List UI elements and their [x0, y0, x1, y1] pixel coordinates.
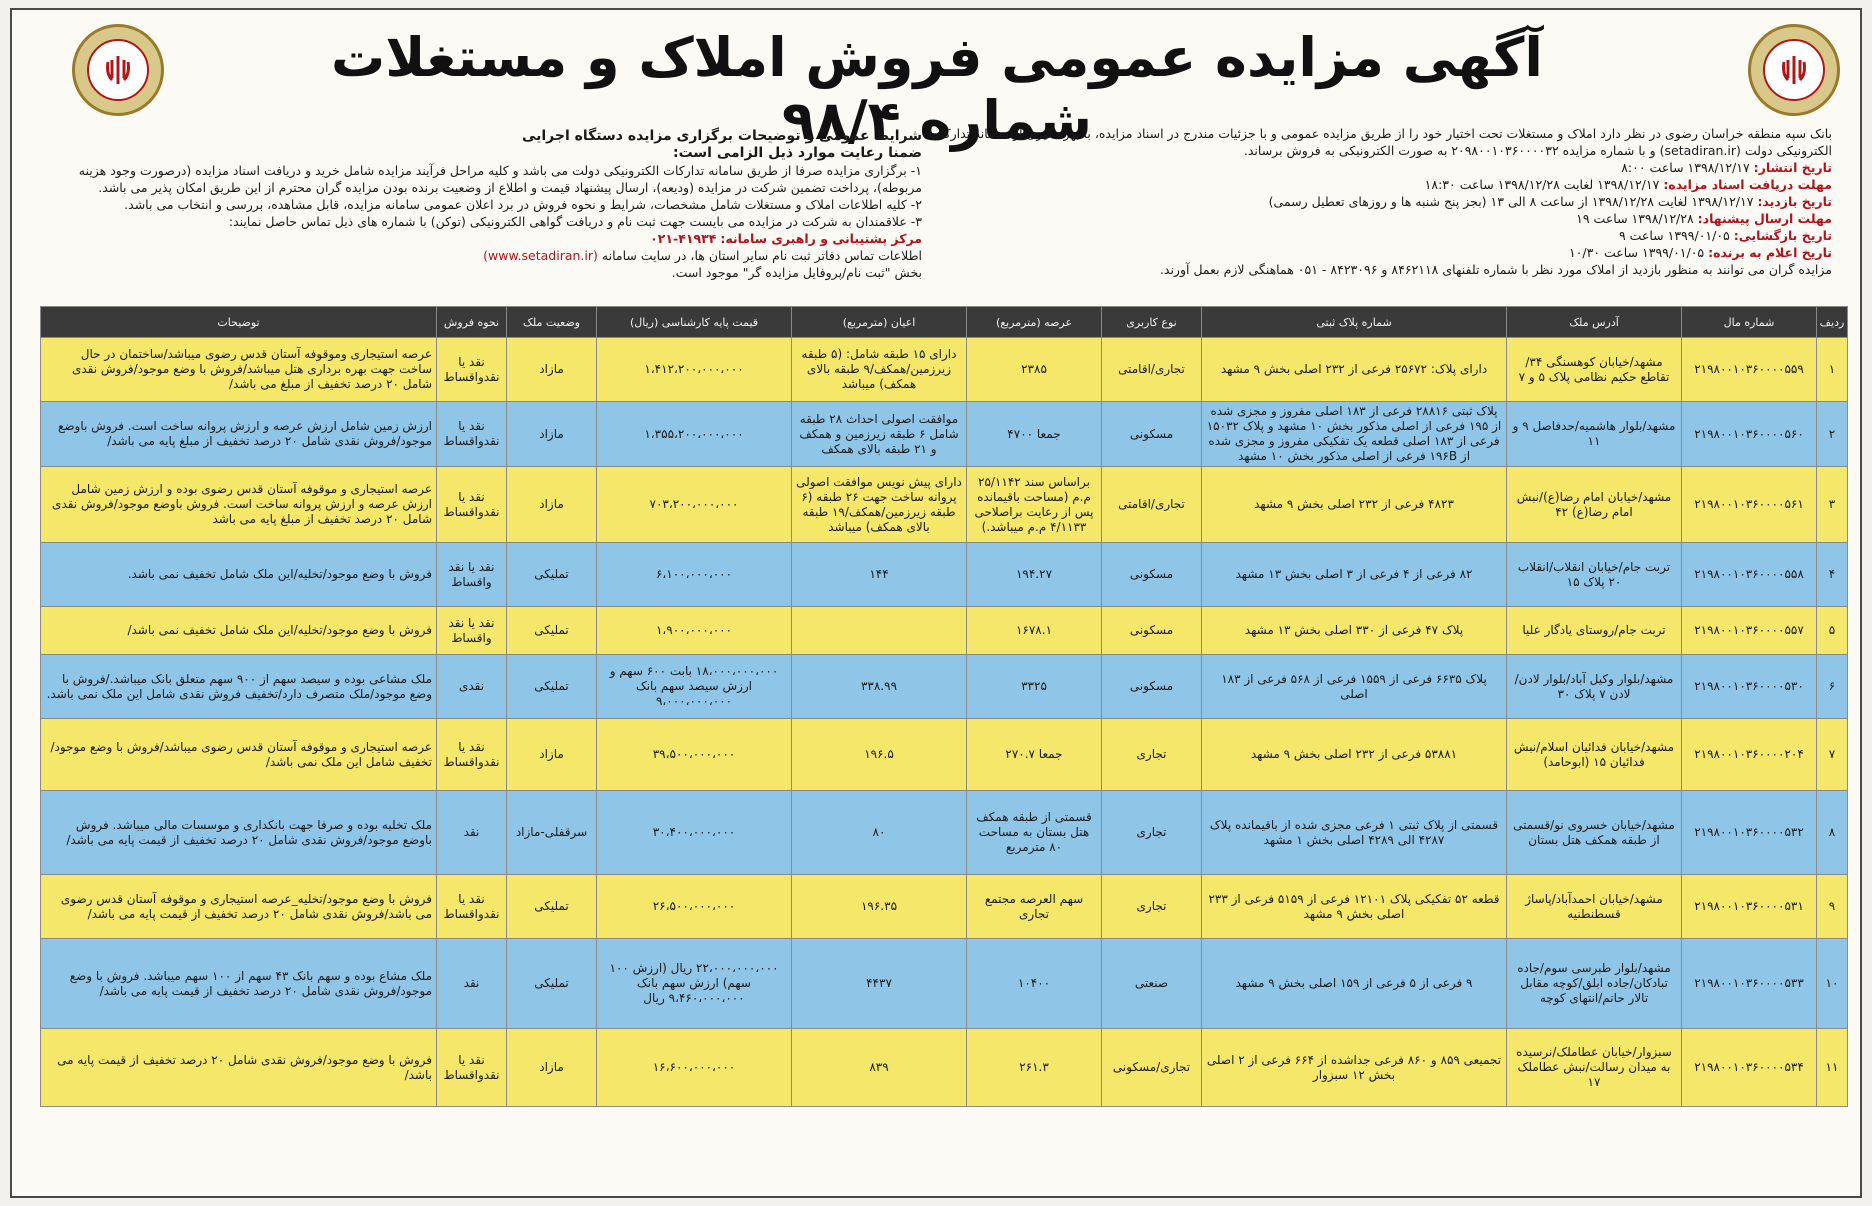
table-cell: نقد: [437, 791, 507, 875]
table-row: [41, 607, 1848, 655]
table-cell: صنعتی: [1102, 939, 1202, 1029]
table-cell: ۷: [1817, 719, 1848, 791]
table-row: [41, 338, 1848, 402]
table-cell: جمعا ۲۷۰.۷: [967, 719, 1102, 791]
table-cell: ۸۰: [792, 791, 967, 875]
table-cell: مشهد/خیابان احمدآباد/پاساژ قسطنطنیه: [1507, 875, 1682, 939]
table-cell: ۱،۹۰۰،۰۰۰،۰۰۰: [597, 607, 792, 655]
col-header: قیمت پایه کارشناسی (ریال): [597, 307, 792, 338]
table-cell: جمعا ۴۷۰۰: [967, 402, 1102, 467]
table-cell: دارای پلاک: ۲۵۶۷۲ فرعی از ۲۳۲ اصلی بخش ۹ مشهد: [1202, 338, 1507, 402]
table-cell: عرصه استیجاری و موقوفه آستان قدس رضوی میباشد/فروش با وضع موجود/تخفیف شامل این ملک نمی باشد/: [41, 719, 437, 791]
table-cell: تجاری/اقامتی: [1102, 467, 1202, 543]
table-cell: نقد: [437, 939, 507, 1029]
table-cell: ۸۲ فرعی از ۴ فرعی از ۳ اصلی بخش ۱۳ مشهد: [1202, 543, 1507, 607]
table-cell: دارای پیش نویس موافقت اصولی پروانه ساخت جهت ۲۶ طبقه (۶ طبقه زیرزمین/همکف/۱۹ طبقه بالای همکف) میباشد: [792, 467, 967, 543]
table-cell: مازاد: [507, 719, 597, 791]
table-cell: قطعه ۵۲ تفکیکی پلاک ۱۲۱۰۱ فرعی از ۵۱۵۹ فرعی از ۲۳۳ اصلی بخش ۹ مشهد: [1202, 875, 1507, 939]
intro-section: [892, 125, 1832, 278]
table-row: [41, 655, 1848, 719]
table-cell: ۱۰۴۰۰: [967, 939, 1102, 1029]
table-row: [41, 543, 1848, 607]
table-cell: ۷۰۳،۲۰۰،۰۰۰،۰۰۰: [597, 467, 792, 543]
table-cell: ۱۸،۰۰۰،۰۰۰،۰۰۰ بابت ۶۰۰ سهم و ارزش سیصد سهم بانک ۹،۰۰۰،۰۰۰،۰۰۰: [597, 655, 792, 719]
table-cell: فروش با وضع موجود/فروش نقدی شامل ۲۰ درصد تخفیف از قیمت پایه می باشد/: [41, 1029, 437, 1107]
table-cell: نقد یا نقد واقساط: [437, 607, 507, 655]
table-cell: ۱۹۴.۲۷: [967, 543, 1102, 607]
table-cell: ملک مشاعی بوده و سیصد سهم از ۹۰۰ سهم متعلق بانک میباشد./فروش با وضع موجود/ملک متصرف دارد/تخفیف فروش نقدی شامل این ملک نمی باشد.: [41, 655, 437, 719]
table-row: [41, 719, 1848, 791]
table-cell: ۲۱۹۸۰۰۱۰۳۶۰۰۰۰۵۳۰: [1682, 655, 1817, 719]
intro-body: بانک سپه منطقه خراسان رضوی در نظر دارد املاک و مستغلات تحت اختیار خود را از طریق مزایده عمومی و با جزئیات مندرج در اسناد مزایده، با بهره گیری از سامانه تدارکات الکترونیکی دولت (setadiran.ir) و با شماره مزایده ۲۰۹۸۰۰۱۰۳۶۰۰۰۰۳۲ به صورت الکترونیکی به فروش برساند.: [929, 126, 1832, 158]
col-header: اعیان (مترمربع): [792, 307, 967, 338]
condition-item: ۳- علاقمندان به شرکت در مزایده می بایست جهت ثبت نام و دریافت گواهی الکترونیکی (توکن) با شماره های ذیل تماس حاصل نمایند:: [228, 214, 922, 229]
table-cell: نقد یا نقد واقساط: [437, 543, 507, 607]
col-header: توضیحات: [41, 307, 437, 338]
table-cell: تجمیعی ۸۵۹ و ۸۶۰ فرعی جداشده از ۶۶۴ فرعی از ۲ اصلی بخش ۱۲ سبزوار: [1202, 1029, 1507, 1107]
table-cell: ۲۱۹۸۰۰۱۰۳۶۰۰۰۰۵۵۹: [1682, 338, 1817, 402]
auction-table: [40, 306, 1848, 1107]
table-cell: ۲۶،۵۰۰،۰۰۰،۰۰۰: [597, 875, 792, 939]
page-title: آگهی مزایده عمومی فروش املاک و مستغلات شماره ۹۸/۴: [331, 26, 1543, 152]
col-header: وضعیت ملک: [507, 307, 597, 338]
table-cell: ۶،۱۰۰،۰۰۰،۰۰۰: [597, 543, 792, 607]
table-cell: مسکونی: [1102, 607, 1202, 655]
table-cell: ارزش زمین شامل ارزش عرصه و ارزش پروانه ساخت است. فروش باوضع موجود/فروش نقدی شامل ۲۰ درصد تخفیف از مبلغ پایه می باشد/: [41, 402, 437, 467]
bank-sepah-logo: [1748, 24, 1840, 116]
table-cell: تجاری/اقامتی: [1102, 338, 1202, 402]
table-cell: فروش با وضع موجود/تخلیه/این ملک شامل تخفیف نمی باشد.: [41, 543, 437, 607]
table-cell: مازاد: [507, 467, 597, 543]
conditions-subheading: ضمنا رعایت موارد ذیل الزامی است:: [672, 145, 922, 161]
table-cell: تملیکی: [507, 655, 597, 719]
table-row: [41, 791, 1848, 875]
table-cell: ۵۳۸۸۱ فرعی از ۲۳۲ اصلی بخش ۹ مشهد: [1202, 719, 1507, 791]
conditions-section: [52, 128, 922, 281]
table-cell: ۲۶۱.۳: [967, 1029, 1102, 1107]
table-cell: سرقفلی-مازاد: [507, 791, 597, 875]
table-cell: مازاد: [507, 338, 597, 402]
date-line: تاریخ بازدید: ۱۳۹۸/۱۲/۱۷ لغایت ۱۳۹۸/۱۲/۲۸ از ساعت ۸ الی ۱۳ (بجز پنج شنبه ها و روزهای تعطیل رسمی): [1268, 194, 1832, 209]
table-cell: تربت جام/روستای یادگار علیا: [1507, 607, 1682, 655]
table-cell: ۳۰،۴۰۰،۰۰۰،۰۰۰: [597, 791, 792, 875]
table-cell: مازاد: [507, 1029, 597, 1107]
col-header: شماره پلاک ثبتی: [1202, 307, 1507, 338]
table-cell: موافقت اصولی احداث ۲۸ طبقه شامل ۶ طبقه زیرزمین و همکف و ۲۱ طبقه بالای همکف: [792, 402, 967, 467]
table-cell: پلاک ۶۶۳۵ فرعی از ۱۵۵۹ فرعی از ۵۶۸ فرعی از ۱۸۳ اصلی: [1202, 655, 1507, 719]
table-cell: ۱۹۶.۵: [792, 719, 967, 791]
table-cell: ۳۳۸.۹۹: [792, 655, 967, 719]
table-cell: عرصه استیجاری وموقوفه آستان قدس رضوی میباشد/ساختمان در حال ساخت جهت بهره برداری هتل میباشد/فروش با وضع موجود/فروش نقدی شامل ۲۰ درصد تخفیف از مبلغ می باشد/: [41, 338, 437, 402]
table-cell: مشهد/خیابان امام رضا(ع)/نبش امام رضا(ع) ۴۲: [1507, 467, 1682, 543]
table-cell: قسمتی از پلاک ثبتی ۱ فرعی مجزی شده از باقیمانده پلاک ۴۲۸۷ الی ۴۲۸۹ اصلی بخش ۱ مشهد: [1202, 791, 1507, 875]
table-cell: پلاک ۴۷ فرعی از ۳۳۰ اصلی بخش ۱۳ مشهد: [1202, 607, 1507, 655]
table-cell: ۳۹،۵۰۰،۰۰۰،۰۰۰: [597, 719, 792, 791]
table-row: [41, 467, 1848, 543]
date-line: تاریخ بازگشایی: ۱۳۹۹/۰۱/۰۵ ساعت ۹: [1618, 228, 1832, 243]
table-cell: ۱۱: [1817, 1029, 1848, 1107]
table-row: [41, 1029, 1848, 1107]
col-header: نحوه فروش: [437, 307, 507, 338]
table-cell: [792, 607, 967, 655]
table-cell: سهم العرصه مجتمع تجاری: [967, 875, 1102, 939]
table-cell: مسکونی: [1102, 402, 1202, 467]
table-cell: ملک مشاع بوده و سهم بانک ۴۳ سهم از ۱۰۰ سهم میباشد. فروش با وضع موجود/فروش نقدی شامل ۲۰ درصد تخفیف از قیمت پایه می باشد/: [41, 939, 437, 1029]
table-cell: ۹ فرعی از ۵ فرعی از ۱۵۹ اصلی بخش ۹ مشهد: [1202, 939, 1507, 1029]
table-cell: ۲۲،۰۰۰،۰۰۰،۰۰۰ ریال (ارزش ۱۰۰ سهم) ارزش سهم بانک ۹،۴۶۰،۰۰۰،۰۰۰ ریال: [597, 939, 792, 1029]
date-line: تاریخ اعلام به برنده: ۱۳۹۹/۰۱/۰۵ ساعت ۱۰/۳۰: [1568, 245, 1832, 260]
table-cell: مسکونی: [1102, 543, 1202, 607]
table-row: [41, 875, 1848, 939]
table-cell: ۶: [1817, 655, 1848, 719]
table-row: [41, 402, 1848, 467]
support-line: مرکز پشتیبانی و راهبری سامانه: ۴۱۹۳۴-۰۲۱: [650, 231, 922, 246]
table-cell: تجاری: [1102, 791, 1202, 875]
table-cell: تملیکی: [507, 607, 597, 655]
table-cell: مسکونی: [1102, 655, 1202, 719]
col-header: شماره مال: [1682, 307, 1817, 338]
table-cell: نقد یا نقدواقساط: [437, 338, 507, 402]
condition-item: ۱- برگزاری مزایده صرفا از طریق سامانه تدارکات الکترونیکی دولت می باشد و کلیه مراحل فرآیند مزایده شامل خرید و دریافت اسناد مزایده (درصورت وجود هزینه مربوطه)، پرداخت تضمین شرکت در مزایده (ودیعه)، ارسال پیشنهاد قیمت و اطلاع از وضعیت برنده بودن مزایده گران محترم از این طریق امکان پذیر می باشد.: [78, 163, 922, 195]
table-cell: ۴: [1817, 543, 1848, 607]
intro-footer: مزایده گران می توانند به منظور بازدید از املاک مورد نظر با شماره تلفنهای ۸۴۶۲۱۱۸ و ۸۴۲۳۰۹۶ - ۰۵۱ هماهنگی لازم بعمل آورند.: [1159, 262, 1832, 277]
date-line: تاریخ انتشار: ۱۳۹۸/۱۲/۱۷ ساعت ۸:۰۰: [1621, 160, 1832, 175]
bank-sepah-logo: [72, 24, 164, 116]
col-header: نوع کاربری: [1102, 307, 1202, 338]
date-line: مهلت دریافت اسناد مزایده: ۱۳۹۸/۱۲/۱۷ لغایت ۱۳۹۸/۱۲/۲۸ ساعت ۱۸:۳۰: [1424, 177, 1832, 192]
table-cell: مازاد: [507, 402, 597, 467]
table-row: [41, 939, 1848, 1029]
col-header: ردیف: [1817, 307, 1848, 338]
table-cell: عرصه استیجاری و موقوفه آستان قدس رضوی بوده و ارزش زمین شامل ارزش عرصه و ارزش پروانه ساخت است. فروش باوضع موجود/فروش نقدی شامل ۲۰ درصد تخفیف از مبلغ پایه می باشد: [41, 467, 437, 543]
table-cell: ۱،۳۵۵،۲۰۰،۰۰۰،۰۰۰: [597, 402, 792, 467]
table-cell: ۱۹۶.۳۵: [792, 875, 967, 939]
table-cell: مشهد/خیابان فدائیان اسلام/نبش فدائیان ۱۵ (ابوحامد): [1507, 719, 1682, 791]
table-cell: ۴۸۲۳ فرعی از ۲۳۲ اصلی بخش ۹ مشهد: [1202, 467, 1507, 543]
table-cell: ۲۱۹۸۰۰۱۰۳۶۰۰۰۰۵۳۳: [1682, 939, 1817, 1029]
table-cell: ۳: [1817, 467, 1848, 543]
table-cell: مشهد/بلوار طبرسی سوم/جاده تبادکان/جاده ابلق/کوچه مقابل تالار حاتم/انتهای کوچه: [1507, 939, 1682, 1029]
table-cell: تملیکی: [507, 875, 597, 939]
table-cell: فروش با وضع موجود/تخلیه_عرصه استیجاری و موقوفه آستان قدس رضوی می باشد/فروش نقدی شامل ۲۰ درصد تخفیف از قیمت پایه می باشد/: [41, 875, 437, 939]
table-cell: ۱۰: [1817, 939, 1848, 1029]
table-cell: ۸۳۹: [792, 1029, 967, 1107]
table-cell: براساس سند ۲۵/۱۱۴۲ م.م (مساحت باقیمانده پس از رعایت براصلاحی ۴/۱۱۳۳ م.م میباشد.): [967, 467, 1102, 543]
table-cell: نقد یا نقدواقساط: [437, 467, 507, 543]
date-line: مهلت ارسال پیشنهاد: ۱۳۹۸/۱۲/۲۸ ساعت ۱۹: [1576, 211, 1832, 226]
table-cell: نقدی: [437, 655, 507, 719]
table-cell: ۲۱۹۸۰۰۱۰۳۶۰۰۰۰۵۵۷: [1682, 607, 1817, 655]
table-cell: تجاری: [1102, 719, 1202, 791]
table-cell: ۹: [1817, 875, 1848, 939]
table-cell: تملیکی: [507, 543, 597, 607]
condition-item: ۲- کلیه اطلاعات املاک و مستغلات شامل مشخصات، شرایط و نحوه فروش در برد اعلان عمومی سامانه مزایده، قابل مشاهده، بررسی و انتخاب می باشد.: [124, 197, 922, 212]
table-cell: پلاک ثبتی ۲۸۸۱۶ فرعی از ۱۸۳ اصلی مفروز و مجزی شده از ۱۹۵ فرعی از اصلی مذکور بخش ۱۰ مشهد و پلاک ۱۵۰۳۲ فرعی از ۱۸۳ اصلی قطعه یک تفکیکی مفروز و مجزی شده از ۱۹۶B فرعی از اصلی مذکور بخش ۱۰ مشهد: [1202, 402, 1507, 467]
table-cell: ۱،۴۱۲،۲۰۰،۰۰۰،۰۰۰: [597, 338, 792, 402]
table-cell: ۲۱۹۸۰۰۱۰۳۶۰۰۰۰۵۳۴: [1682, 1029, 1817, 1107]
contact-line: بخش "ثبت نام/پروفایل مزایده گر" موجود است.: [671, 265, 922, 280]
table-cell: ۲۱۹۸۰۰۱۰۳۶۰۰۰۰۵۳۱: [1682, 875, 1817, 939]
table-cell: تربت جام/خیابان انقلاب/انقلاب ۲۰ پلاک ۱۵: [1507, 543, 1682, 607]
table-cell: نقد یا نقدواقساط: [437, 1029, 507, 1107]
table-cell: ۱: [1817, 338, 1848, 402]
table-cell: ۲۱۹۸۰۰۱۰۳۶۰۰۰۰۵۶۱: [1682, 467, 1817, 543]
table-cell: ۱۶۷۸.۱: [967, 607, 1102, 655]
table-cell: ۲۱۹۸۰۰۱۰۳۶۰۰۰۰۲۰۴: [1682, 719, 1817, 791]
table-cell: مشهد/خیابان خسروی نو/قسمتی از طبقه همکف هتل بستان: [1507, 791, 1682, 875]
table-header-row: [41, 307, 1848, 338]
table-cell: مشهد/بلوار وکیل آباد/بلوار لادن/لادن ۷ پلاک ۳۰: [1507, 655, 1682, 719]
table-cell: فروش با وضع موجود/تخلیه/این ملک شامل تخفیف نمی باشد/: [41, 607, 437, 655]
table-cell: ۳۳۲۵: [967, 655, 1102, 719]
table-cell: تجاری: [1102, 875, 1202, 939]
table-cell: قسمتی از طبقه همکف هتل بستان به مساحت ۸۰ مترمربع: [967, 791, 1102, 875]
table-cell: ۴۴۳۷: [792, 939, 967, 1029]
table-cell: مشهد/بلوار هاشمیه/حدفاصل ۹ و ۱۱: [1507, 402, 1682, 467]
col-header: عرصه (مترمربع): [967, 307, 1102, 338]
table-cell: ۲۱۹۸۰۰۱۰۳۶۰۰۰۰۵۵۸: [1682, 543, 1817, 607]
table-cell: ۲۱۹۸۰۰۱۰۳۶۰۰۰۰۵۶۰: [1682, 402, 1817, 467]
table-cell: دارای ۱۵ طبقه شامل: (۵ طبقه زیرزمین/همکف/۹ طبقه بالای همکف) میباشد: [792, 338, 967, 402]
table-cell: نقد یا نقدواقساط: [437, 719, 507, 791]
table-cell: ۵: [1817, 607, 1848, 655]
table-cell: ۱۴۴: [792, 543, 967, 607]
table-cell: ملک تخلیه بوده و صرفا جهت بانکداری و موسسات مالی میباشد. فروش باوضع موجود/فروش نقدی شامل ۲۰ درصد تخفیف از قیمت پایه می باشد/: [41, 791, 437, 875]
table-cell: ۲۳۸۵: [967, 338, 1102, 402]
table-cell: ۸: [1817, 791, 1848, 875]
table-cell: تجاری/مسکونی: [1102, 1029, 1202, 1107]
col-header: آدرس ملک: [1507, 307, 1682, 338]
table-cell: مشهد/خیابان کوهسنگی ۳۴/تقاطع حکیم نظامی پلاک ۵ و ۷: [1507, 338, 1682, 402]
table-cell: ۲۱۹۸۰۰۱۰۳۶۰۰۰۰۵۳۲: [1682, 791, 1817, 875]
conditions-heading: شرایط عمومی و توضیحات برگزاری مزایده دستگاه اجرایی: [521, 128, 922, 144]
table-cell: تملیکی: [507, 939, 597, 1029]
table-cell: ۲: [1817, 402, 1848, 467]
contact-line: اطلاعات تماس دفاتر ثبت نام سایر استان ها، در سایت سامانه (www.setadiran.ir): [483, 248, 922, 263]
table-cell: نقد یا نقدواقساط: [437, 402, 507, 467]
table-cell: ۱۶،۶۰۰،۰۰۰،۰۰۰: [597, 1029, 792, 1107]
table-cell: نقد یا نقدواقساط: [437, 875, 507, 939]
table-cell: سبزوار/خیابان عطاملک/نرسیده به میدان رسالت/نبش عطاملک ۱۷: [1507, 1029, 1682, 1107]
